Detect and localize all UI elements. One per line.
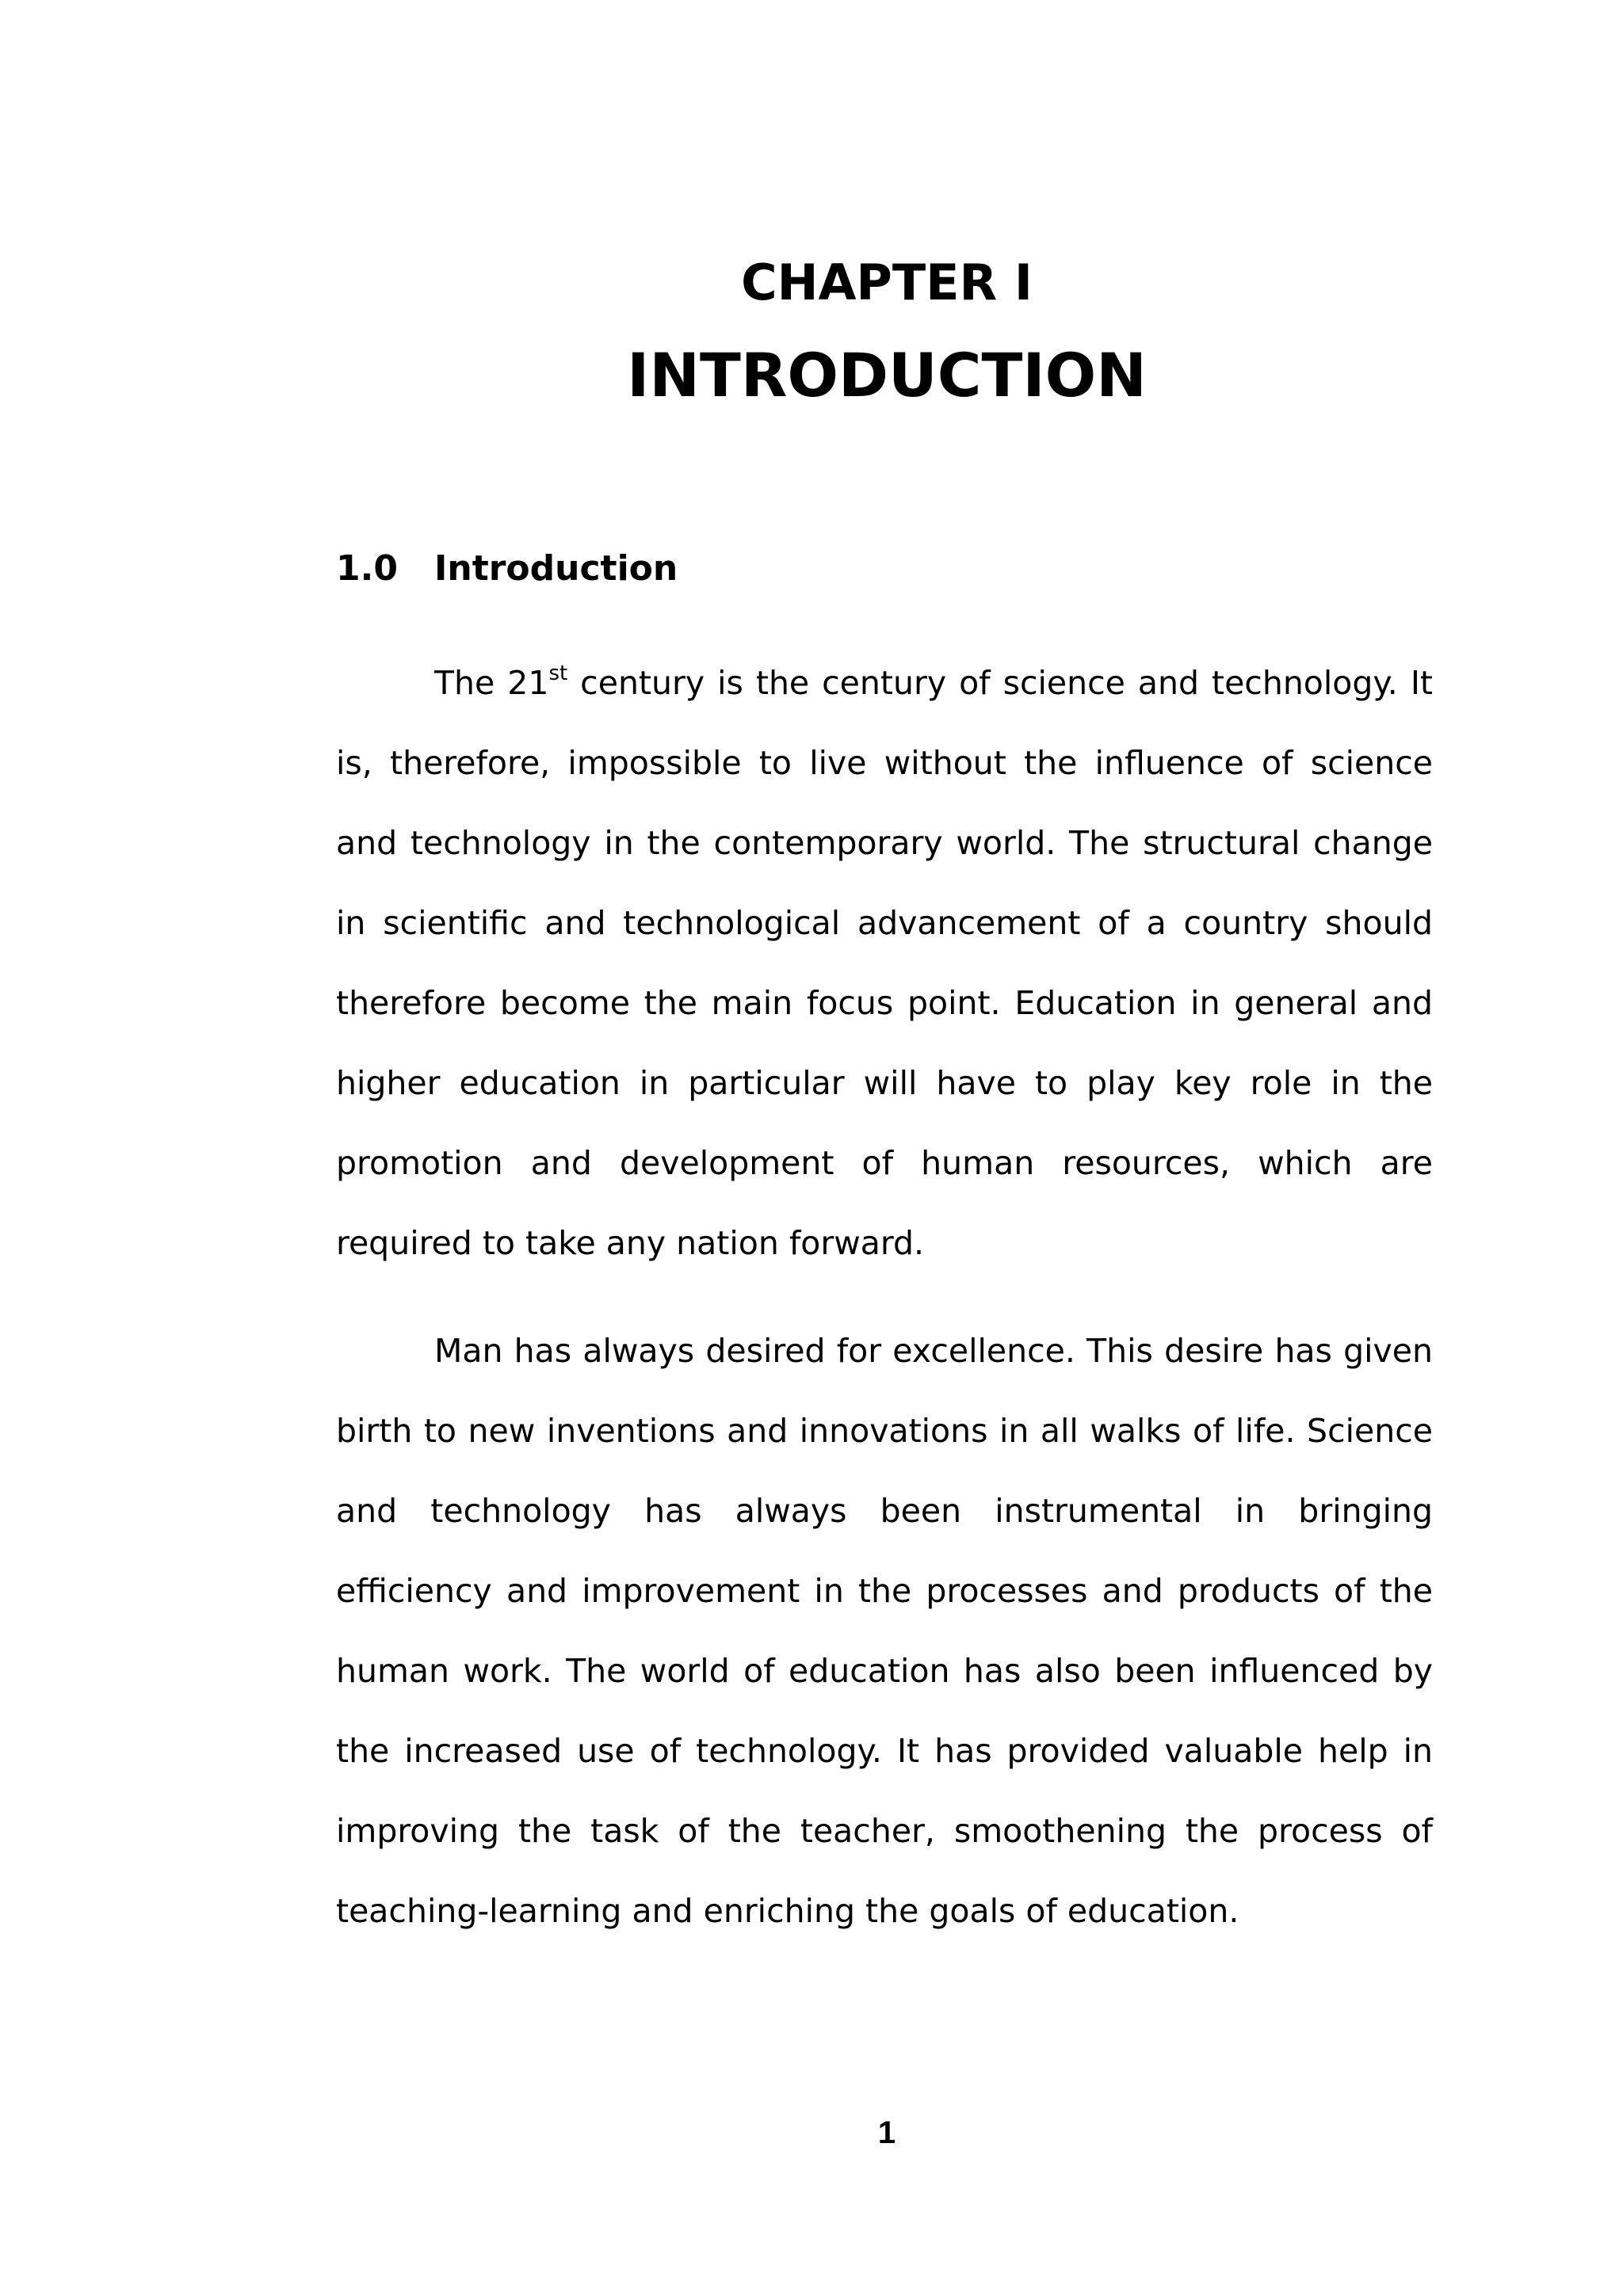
page-number: 1 — [877, 2115, 896, 2150]
paragraph-2: Man has always desired for excellence. This desire has given birth to new inventions and innovations in all walks of life. Science and technology has always been instrumental in bringing efficiency and improvement in the processes and products of the human work. The world of education has also been influenced by the increased use of technology. It has provided valuable help in improving the task of the teacher, smoothening the process of teaching-learning and enriching the goals of education. — [336, 1332, 1433, 1930]
paragraph-1-rest: century is the century of science and technology. It is, therefore, impossible to live without the influence of science and technology in the contemporary world. The structural change in scientific and technological advancement of a country should therefore become the main focus point. Education in general and higher education in particular will have to play key role in the promotion and development of human resources, which are required to take any nation forward. — [336, 664, 1434, 1262]
paragraph-1-superscript: st — [548, 662, 568, 685]
paragraph-1-lead: The 21 — [434, 664, 549, 702]
chapter-title: INTRODUCTION — [627, 340, 1147, 410]
section-title: Introduction — [434, 548, 678, 589]
paragraph-1 — [336, 643, 1433, 1283]
section-number: 1.0 — [336, 548, 398, 589]
section-heading — [336, 540, 678, 597]
chapter-number: CHAPTER I — [741, 254, 1033, 311]
